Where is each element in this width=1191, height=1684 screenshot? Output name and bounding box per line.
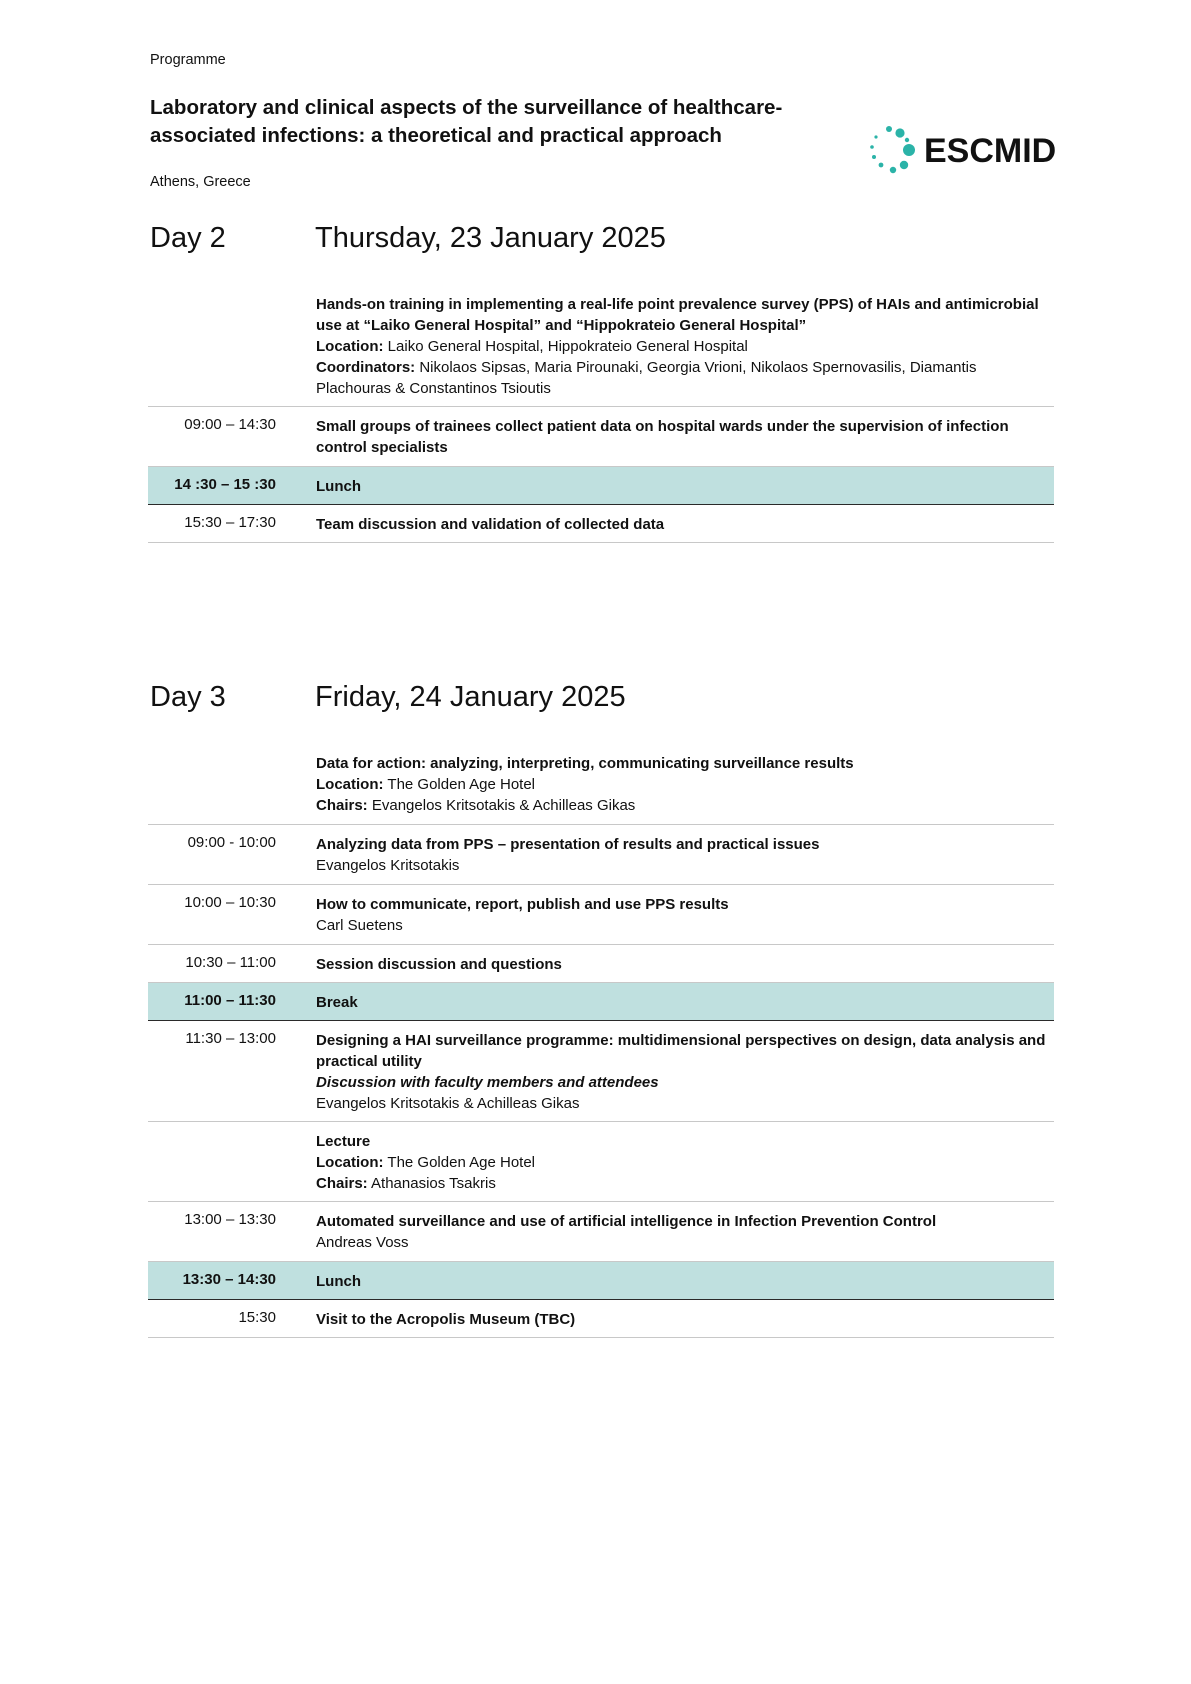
- day2-session-intro: [148, 276, 1054, 407]
- time-cell: [148, 1122, 276, 1201]
- location-label: Location:: [316, 338, 384, 355]
- row-title: Lunch: [316, 1273, 361, 1290]
- row-content: [276, 1202, 1054, 1261]
- time-cell: 09:00 - 10:00: [187, 834, 276, 851]
- location-label: Location:: [316, 1154, 384, 1171]
- row-subtitle: Discussion with faculty members and attendees: [316, 1074, 659, 1091]
- day3-number: Day 3: [150, 681, 226, 713]
- lecture-info: [276, 1122, 1054, 1201]
- row-content: [276, 945, 1054, 982]
- row-title: Analyzing data from PPS – presentation of results and practical issues: [316, 836, 820, 853]
- schedule-row: [148, 1300, 1054, 1338]
- day3-session-intro: [148, 735, 1054, 825]
- coordinators-label: Coordinators:: [316, 359, 416, 376]
- row-title: Small groups of trainees collect patient data on hospital wards under the supervision of infection control specialists: [316, 418, 1009, 456]
- page-title: [150, 94, 850, 150]
- coordinators-value: Nikolaos Sipsas, Maria Pirounaki, Georgia Vrioni, Nikolaos Spernovasilis, Diamantis Plachouras & Constantinos Tsioutis: [316, 359, 977, 397]
- schedule-row: [148, 1202, 1054, 1262]
- row-title: Team discussion and validation of collected data: [316, 516, 665, 533]
- day2-date: Thursday, 23 January 2025: [315, 222, 666, 254]
- schedule-row: [148, 505, 1054, 543]
- session-location: [316, 336, 1054, 357]
- time-cell: 15:30 – 17:30: [184, 514, 276, 531]
- day3-schedule: [148, 735, 1054, 1338]
- time-cell: 14 :30 – 15 :30: [174, 476, 276, 493]
- session-chairs: [316, 795, 1054, 816]
- row-title: How to communicate, report, publish and use PPS results: [316, 896, 729, 913]
- break-row: [148, 983, 1054, 1021]
- session-coordinators: [316, 357, 1054, 399]
- location-value: Laiko General Hospital, Hippokrateio General Hospital: [387, 338, 748, 355]
- schedule-row: [148, 885, 1054, 945]
- programme-label: Programme: [150, 52, 226, 68]
- day3-heading: [150, 681, 1070, 721]
- chairs-label: Chairs:: [316, 797, 368, 814]
- row-title: Designing a HAI surveillance programme: multidimensional perspectives on design, data analysis and practical utility: [316, 1032, 1046, 1070]
- location-value: The Golden Age Hotel: [387, 776, 536, 793]
- escmid-logo: [866, 124, 1056, 174]
- schedule-row: [148, 825, 1054, 885]
- schedule-row: [148, 1021, 1054, 1122]
- time-cell: 11:00 – 11:30: [184, 992, 276, 1009]
- row-content: [276, 983, 1054, 1020]
- row-content: [276, 825, 1054, 884]
- row-speaker: Andreas Voss: [316, 1234, 409, 1251]
- schedule-row: [148, 945, 1054, 983]
- schedule-row: [148, 407, 1054, 467]
- chairs-value: Athanasios Tsakris: [371, 1175, 496, 1192]
- row-title: Visit to the Acropolis Museum (TBC): [316, 1311, 576, 1328]
- session-title: Hands-on training in implementing a real-life point prevalence survey (PPS) of HAIs and antimicrobial use at “Laiko General Hospital” and “Hippokrateio General Hospital”: [316, 296, 1039, 334]
- session-info: [276, 735, 1054, 824]
- lecture-intro: [148, 1122, 1054, 1202]
- session-info: [276, 276, 1054, 406]
- row-content: [276, 505, 1054, 542]
- time-cell: 15:30: [238, 1309, 276, 1326]
- row-title: Break: [316, 994, 358, 1011]
- day2-number: Day 2: [150, 222, 226, 254]
- title-line-2: associated infections: a theoretical and practical approach: [150, 124, 722, 147]
- lunch-row: [148, 467, 1054, 505]
- lecture-chairs: [316, 1173, 1054, 1194]
- logo-text: ESCMID: [924, 132, 1056, 170]
- row-title: Lunch: [316, 478, 361, 495]
- time-cell: 10:30 – 11:00: [185, 954, 276, 971]
- time-cell: 13:00 – 13:30: [184, 1211, 276, 1228]
- session-title: Data for action: analyzing, interpreting, communicating surveillance results: [316, 755, 854, 772]
- location-value: The Golden Age Hotel: [387, 1154, 536, 1171]
- title-line-1: Laboratory and clinical aspects of the surveillance of healthcare-: [150, 96, 783, 119]
- session-location: [316, 774, 1054, 795]
- row-content: [276, 1262, 1054, 1299]
- row-content: [276, 885, 1054, 944]
- time-cell: 11:30 – 13:00: [185, 1030, 276, 1047]
- row-speaker: Evangelos Kritsotakis & Achilleas Gikas: [316, 1095, 580, 1112]
- day3-date: Friday, 24 January 2025: [315, 681, 626, 713]
- row-title: Automated surveillance and use of artificial intelligence in Infection Prevention Control: [316, 1213, 937, 1230]
- time-cell: 13:30 – 14:30: [182, 1271, 276, 1288]
- row-content: [276, 467, 1054, 504]
- lunch-row: [148, 1262, 1054, 1300]
- event-city: Athens, Greece: [150, 174, 251, 190]
- row-speaker: Evangelos Kritsotakis: [316, 857, 460, 874]
- lecture-title: Lecture: [316, 1133, 371, 1150]
- row-content: [276, 1300, 1054, 1337]
- lecture-location: [316, 1152, 1054, 1173]
- day2-schedule: [148, 276, 1054, 543]
- row-speaker: Carl Suetens: [316, 917, 403, 934]
- time-cell: 09:00 – 14:30: [184, 416, 276, 433]
- row-title: Session discussion and questions: [316, 956, 562, 973]
- row-content: [276, 1021, 1054, 1121]
- logo-dots-icon: [870, 126, 915, 173]
- day2-heading: [150, 222, 1070, 262]
- time-cell: 10:00 – 10:30: [184, 894, 276, 911]
- location-label: Location:: [316, 776, 384, 793]
- chairs-value: Evangelos Kritsotakis & Achilleas Gikas: [371, 797, 636, 814]
- time-cell: [148, 276, 276, 406]
- time-cell: [148, 735, 276, 824]
- row-content: [276, 407, 1054, 466]
- chairs-label: Chairs:: [316, 1175, 368, 1192]
